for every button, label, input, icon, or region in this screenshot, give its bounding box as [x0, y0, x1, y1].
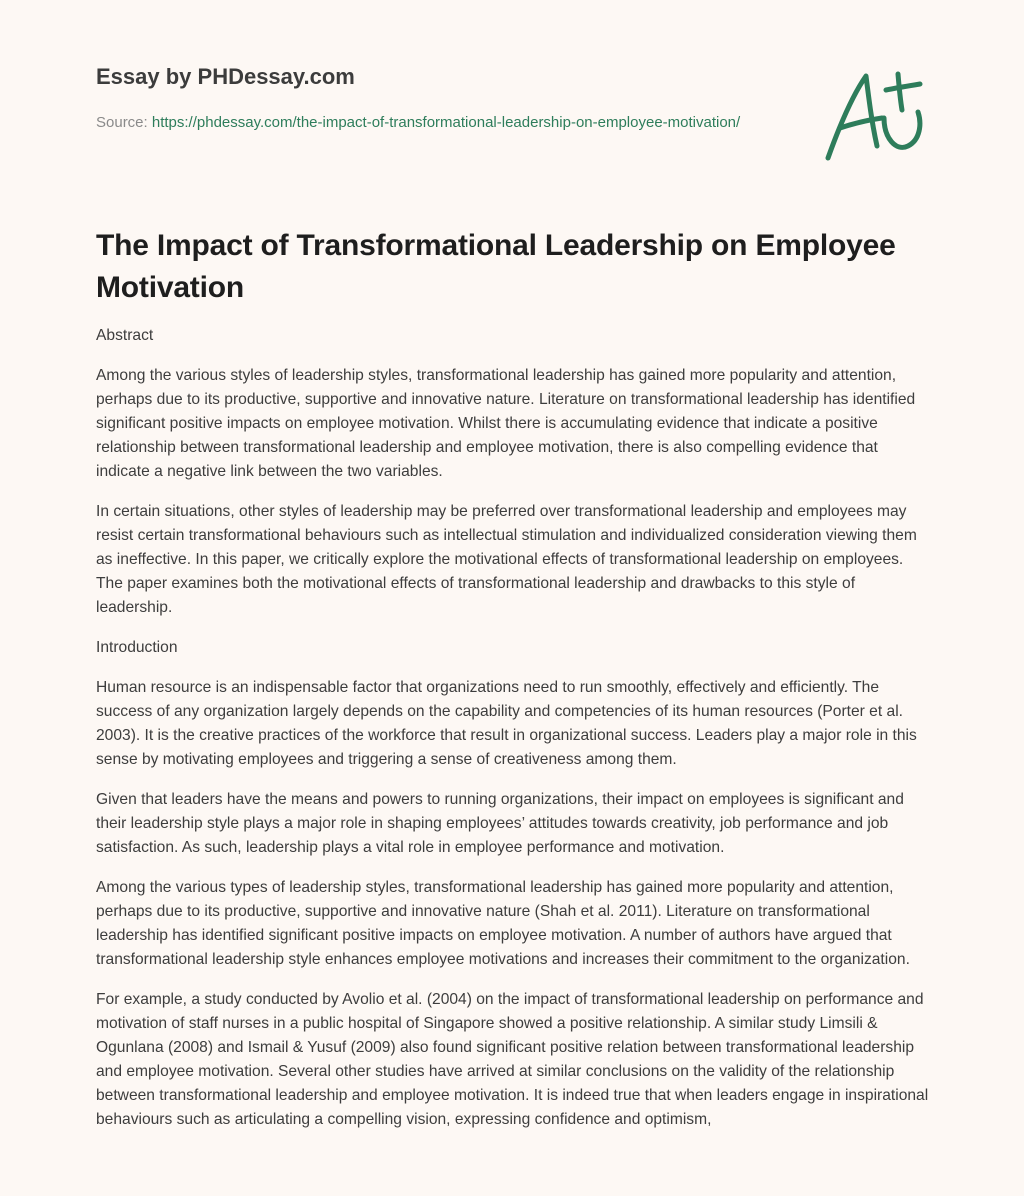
site-header [96, 0, 928, 200]
paragraph: Human resource is an indispensable factor that organizations need to run smoothly, effectively and efficiently. The success of any organization largely depends on the capability and competencies of its human resources (Porter et al. 2003). It is the creative practices of the workforce that result in organizational success. Leaders play a major role in this sense by motivating employees and triggering a sense of creativeness among them. [96, 679, 917, 768]
essay-body [96, 324, 932, 1148]
essay-page [96, 0, 929, 1128]
logo-swoosh [884, 112, 920, 147]
abstract-heading: Abstract [96, 327, 154, 344]
source-label: Source: [96, 114, 152, 131]
essay-title: The Impact of Transformational Leadership on Employee Motivation [96, 229, 896, 304]
logo-a-stroke [828, 76, 877, 158]
paragraph: Among the various types of leadership styles, transformational leadership has gained more popularity and attention, perhaps due to its productive, supportive and innovative nature (Shah et al. 2011). Literature on transformational leadership has identified significant positive impacts on employee motivation. A number of authors have argued that transformational leadership style enhances employee motivations and increases their commitment to the organization. [96, 879, 910, 968]
logo-plus-vertical [898, 74, 902, 110]
paragraph: Among the various styles of leadership styles, transformational leadership has gained more popularity and attention, perhaps due to its productive, supportive and innovative nature. Literature on transformational leadership has identified significant positive impacts on employee motivation. Whilst there is accumulating evidence that indicate a positive relationship between transformational leadership and employee motivation, there is also compelling evidence that indicate a negative link between the two variables. [96, 367, 916, 480]
source-link[interactable]: https://phdessay.com/the-impact-of-transformational-leadership-on-employee-motivation/ [151, 114, 741, 131]
a-plus-logo-icon [822, 66, 932, 166]
paragraph: Given that leaders have the means and powers to running organizations, their impact on employees is significant and their leadership style plays a major role in shaping employees’ attitudes towards creativity, job performance and job satisfaction. As such, leadership plays a vital role in employee performance and motivation. [96, 791, 904, 856]
introduction-heading: Introduction [96, 639, 178, 656]
source-line [96, 112, 756, 134]
paragraph: For example, a study conducted by Avolio et al. (2004) on the impact of transformational leadership on performance and motivation of staff nurses in a public hospital of Singapore showed a positive relationship. A similar study Limsili & Ogunlana (2008) and Ismail & Yusuf (2009) also found significant positive relation between transformational leadership and employee motivation. Several other studies have arrived at similar conclusions on the validity of the relationship between transformational leadership and employee motivation. It is indeed true that when leaders engage in inspirational behaviours such as articulating a compelling vision, expressing confidence and optimism, [96, 991, 929, 1128]
site-title: Essay by PHDessay.com [96, 64, 355, 89]
logo-plus-horizontal [886, 84, 920, 90]
paragraph: In certain situations, other styles of leadership may be preferred over transformational leadership and employees may resist certain transformational behaviours such as intellectual stimulation and individualized consideration viewing them as ineffective. In this paper, we critically explore the motivational effects of transformational leadership on employees. The paper examines both the motivational effects of transformational leadership and drawbacks to this style of leadership. [96, 503, 917, 616]
